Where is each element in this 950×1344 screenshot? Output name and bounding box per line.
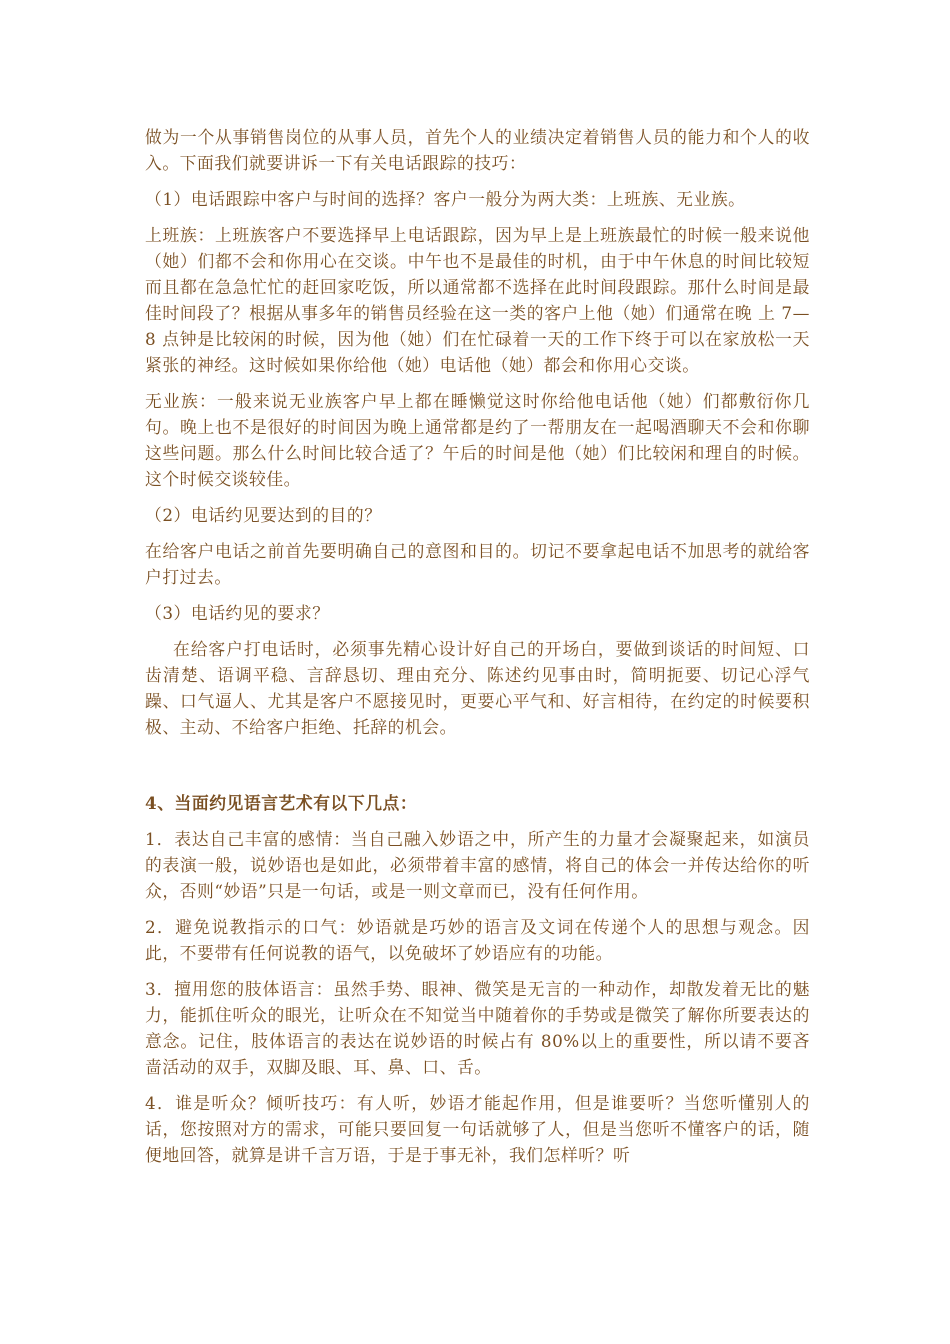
answer-2: 在给客户电话之前首先要明确自己的意图和目的。切记不要拿起电话不加思考的就给客户打过去。 bbox=[145, 541, 810, 587]
question-3: （3）电话约见的要求？ bbox=[145, 603, 330, 623]
point-4: 4．谁是听众？倾听技巧：有人听，妙语才能起作用，但是谁要听？当您听懂别人的话，您按照对方的需求，可能只要回复一句话就够了人，但是当您听不懂客户的话，随便地回答，就算是讲千言万语，于是于事无补，我们怎样听？听 bbox=[145, 1093, 810, 1165]
answer-3: 在给客户打电话时，必须事先精心设计好自己的开场白，要做到谈话的时间短、口齿清楚、语调平稳、言辞恳切、理由充分、陈述约见事由时，简明扼要、切记心浮气躁、口气逼人、尤其是客户不愿接见时，更要心平气和、好言相待，在约定的时候要积极、主动、不给客户拒绝、托辞的机会。 bbox=[145, 639, 810, 737]
point-3: 3．擅用您的肢体语言：虽然手势、眼神、微笑是无言的一种动作，却散发着无比的魅力，能抓住听众的眼光，让听众在不知觉当中随着你的手势或是微笑了解你所要表达的意念。记住，肢体语言的表达在说妙语的时候占有 80%以上的重要性，所以请不要吝啬活动的双手，双脚及眼、耳、鼻、口、舌。 bbox=[145, 979, 810, 1077]
office-workers-paragraph: 上班族：上班族客户不要选择早上电话跟踪，因为早上是上班族最忙的时候一般来说他（她）们都不会和你用心在交谈。中午也不是最佳的时机，由于中午休息的时间比较短而且都在急急忙忙的赶回家吃饭，所以通常都不选择在此时间段跟踪。那什么时间是最佳时间段了？根据从事多年的销售员经验在这一类的客户上他（她）们通常在晚 上 7—8 点钟是比较闲的时候，因为他（她）们在忙碌着一天的工作下终于可以在家放松一天紧张的神经。这时候如果你给他（她）电话他（她）都会和你用心交谈。 bbox=[145, 225, 810, 375]
question-2: （2）电话约见要达到的目的？ bbox=[145, 505, 382, 525]
section-4-heading: 4、当面约见语言艺术有以下几点： bbox=[145, 793, 418, 813]
section-spacer bbox=[145, 750, 810, 790]
document-body bbox=[145, 124, 810, 1178]
unemployed-paragraph: 无业族：一般来说无业族客户早上都在睡懒觉这时你给他电话他（她）们都敷衍你几句。晚上也不是很好的时间因为晚上通常都是约了一帮朋友在一起喝酒聊天不会和你聊这些问题。那么什么时间比较合适了？午后的时间是他（她）们比较闲和理自的时候。这个时候交谈较佳。 bbox=[145, 391, 810, 489]
point-1: 1．表达自己丰富的感情：当自己融入妙语之中，所产生的力量才会凝聚起来，如演员的表演一般，说妙语也是如此，必须带着丰富的感情，将自己的体会一并传达给你的听众，否则“妙语”只是一句话，或是一则文章而已，没有任何作用。 bbox=[145, 829, 810, 901]
point-2: 2．避免说教指示的口气：妙语就是巧妙的语言及文词在传递个人的思想与观念。因此，不要带有任何说教的语气，以免破坏了妙语应有的功能。 bbox=[145, 917, 810, 963]
intro-paragraph: 做为一个从事销售岗位的从事人员，首先个人的业绩决定着销售人员的能力和个人的收入。下面我们就要讲诉一下有关电话跟踪的技巧： bbox=[145, 127, 810, 173]
question-1: （1）电话跟踪中客户与时间的选择？客户一般分为两大类：上班族、无业族。 bbox=[145, 189, 746, 209]
